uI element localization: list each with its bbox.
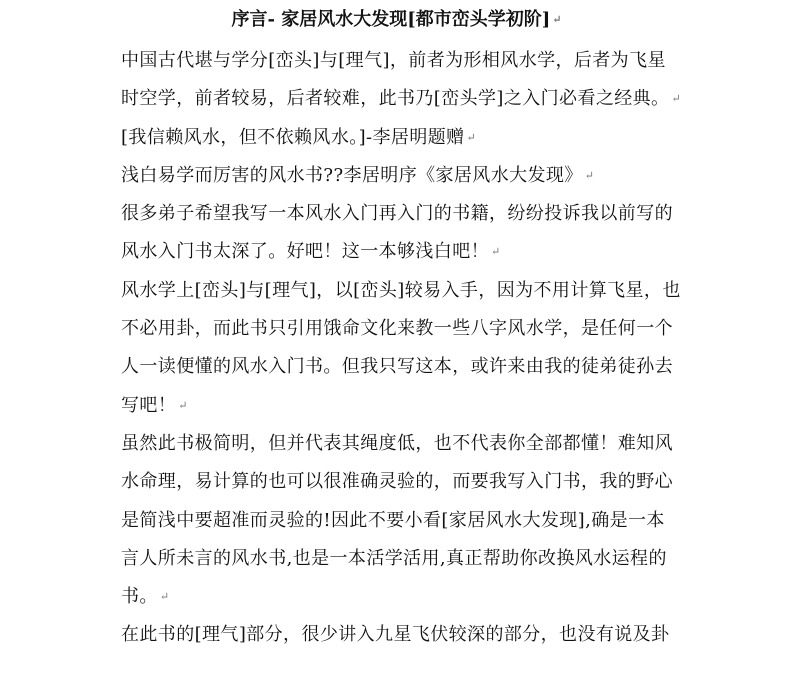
text-line: 很多弟子希望我写一本风水入门再入门的书籍，纷纷投诉我以前写的 [121,203,673,225]
paragraph-mark-icon: ↵ [584,168,594,182]
paragraph-mark-icon: ↵ [671,92,681,106]
text-line: 人一读便懂的风水入门书。但我只写这本，或许来由我的徒弟徒孙去 [121,356,673,378]
paragraph-mark-icon: ↵ [491,245,501,259]
text-line: [我信赖风水，但不依赖风水。]-李居明题赠 ↵ [121,126,476,148]
text-line: 水命理，易计算的也可以很准确灵验的，而要我写入门书，我的野心 [121,471,673,493]
text-line: 是简浅中要超准而灵验的!因此不要小看[家居风水大发现],确是一本 [121,509,665,531]
text-line: 言人所未言的风水书,也是一本活学活用,真正帮助你改换风水运程的 [121,547,667,569]
text-line: 虽然此书极简明，但并代表其绳度低，也不代表你全部都懂！难知风 [121,432,673,454]
paragraph-mark-icon: ↵ [552,13,562,26]
text-line: 书。 ↵ [121,586,170,608]
text-line: 风水入门书太深了。好吧！这一本够浅白吧！ ↵ [121,241,501,263]
text-line: 在此书的[理气]部分，很少讲入九星飞伏较深的部分，也没有说及卦 [121,624,670,646]
text-line: 中国古代堪与学分[峦头]与[理气]，前者为形相风水学，后者为飞星 [121,50,666,71]
text-line: 时空学，前者较易，后者较难，此书乃[峦头学]之入门必看之经典。 ↵ [121,88,681,110]
text-line: 风水学上[峦头]与[理气]，以[峦头]较易入手，因为不用计算飞星，也 [121,279,681,301]
text-line: 写吧！ ↵ [121,394,188,416]
paragraph-mark-icon: ↵ [178,398,188,412]
text-line: 浅白易学而厉害的风水书??李居明序《家居风水大发现》 ↵ [121,165,594,187]
document-title-text: 序言- 家居风水大发现[都市峦头学初阶] [231,9,551,30]
document-body [121,42,681,655]
text-line: 不必用卦，而此书只引用饿命文化来教一些八字风水学，是任何一个 [121,318,673,340]
document-title [0,6,793,34]
paragraph-mark-icon: ↵ [466,130,476,144]
paragraph-mark-icon: ↵ [159,590,170,604]
